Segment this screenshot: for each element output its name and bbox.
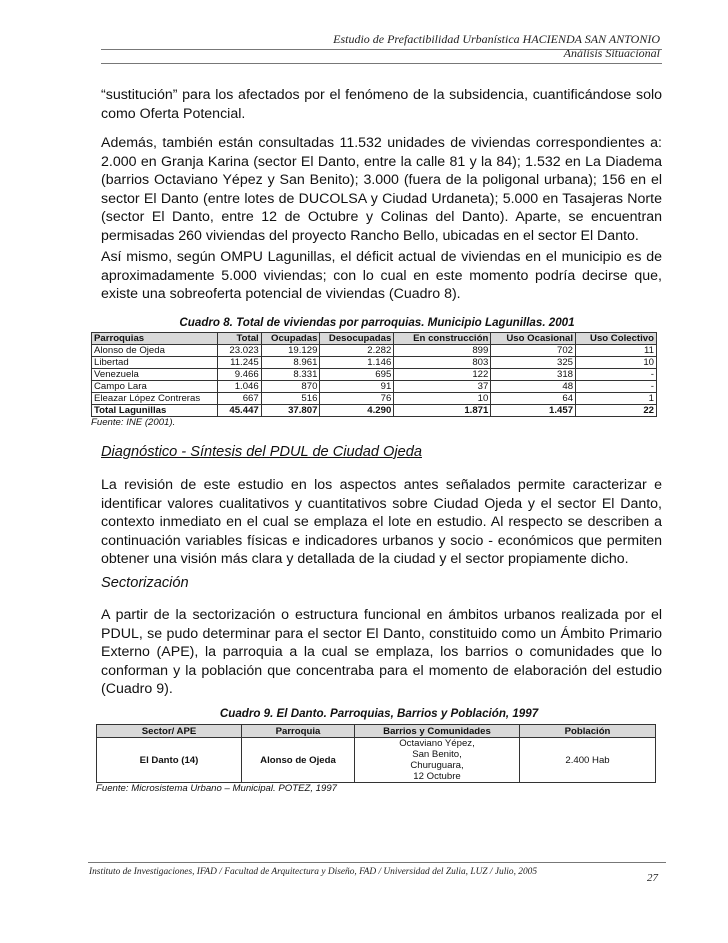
cell-parroquia: Alonso de Ojeda <box>242 738 355 783</box>
cell: Campo Lara <box>92 381 218 393</box>
cell: 48 <box>491 381 576 393</box>
running-header <box>333 32 660 60</box>
cell: 8.331 <box>261 369 320 381</box>
cell: 702 <box>491 345 576 357</box>
cell: Eleazar López Contreras <box>92 393 218 405</box>
cell-barrios <box>355 738 520 783</box>
section-heading-diagnostico: Diagnóstico - Síntesis del PDUL de Ciudad Ojeda <box>101 444 422 460</box>
cuadro-9-table <box>96 724 656 783</box>
paragraph-3: Así mismo, según OMPU Lagunillas, el déficit actual de viviendas en el municipio es de aproximadamente 5.000 viviendas; con lo cual en este momento podría decirse que, existe una sobreoferta potencial de viviendas (Cuadro 8). <box>101 249 662 302</box>
diagnostico-heading-block <box>101 444 662 460</box>
cell: Total Lagunillas <box>92 405 218 417</box>
cell: 1.457 <box>491 405 576 417</box>
paragraph-4: La revisión de este estudio en los aspectos antes señalados permite caracterizar e identificar valores cualitativos y cuantitativos sobre Ciudad Ojeda y el sector El Danto, contexto inmediato en el cual se emplaza el lote en estudio. Al respecto se describen a continuación variables físicas e indicadores urbanos y socio - económicos que permiten obtener una visión más clara y detallada de la ciudad y el sector propiamente dicho. <box>101 477 662 567</box>
cell: 325 <box>491 357 576 369</box>
cell: 1 <box>576 393 657 405</box>
cuadro-8-table <box>91 332 657 417</box>
cuadro-9-caption: Cuadro 9. El Danto. Parroquias, Barrios y Población, 1997 <box>219 707 539 720</box>
cuadro-8 <box>91 316 663 428</box>
cell: - <box>576 369 657 381</box>
section-heading-sectorizacion: Sectorización <box>101 575 189 591</box>
col-barrios: Barrios y Comunidades <box>355 725 520 738</box>
col-uso-ocasional: Uso Ocasional <box>491 333 576 345</box>
cell: - <box>576 381 657 393</box>
cell: 870 <box>261 381 320 393</box>
paragraph-3-block <box>101 248 662 304</box>
cell: 10 <box>394 393 491 405</box>
header-rule <box>101 49 662 50</box>
col-desocupadas: Desocupadas <box>320 333 394 345</box>
paragraph-2: Además, también están consultadas 11.532 unidades de viviendas correspondientes a: 2.000 en Granja Karina (sector El Danto, entre la calle 81 y la 84); 1.532 en La Diadema (barrios Octaviano Yépez y San Benito); 3.000 (fuera de la poligonal urbana); 156 en el sector El Danto (entre lotes de DUCOLSA y Ciudad Urdaneta); 5.000 en Tasajeras Norte (sector El Danto, entre 12 de Octubre y Colinas del Danto). Aparte, se encuentran permisadas 260 viviendas del proyecto Rancho Bello, ubicadas en el sector El Danto. <box>101 135 662 244</box>
cell: 10 <box>576 357 657 369</box>
page-number: 27 <box>647 872 658 884</box>
barrio-item: Churuguara, <box>410 760 464 771</box>
cell: 23.023 <box>218 345 261 357</box>
table-row <box>92 357 657 369</box>
cell: Alonso de Ojeda <box>92 345 218 357</box>
cell: 37 <box>394 381 491 393</box>
col-parroquias: Parroquias <box>92 333 218 345</box>
cell: 11.245 <box>218 357 261 369</box>
header-title: Estudio de Prefactibilidad Urbanística HACIENDA SAN ANTONIO <box>333 32 660 46</box>
cell: 64 <box>491 393 576 405</box>
cell: 1.871 <box>394 405 491 417</box>
cuadro-9-source: Fuente: Microsistema Urbano – Municipal. POTEZ, 1997 <box>96 783 338 794</box>
cell: 37.807 <box>261 405 320 417</box>
table-total-row <box>92 405 657 417</box>
cell: 803 <box>394 357 491 369</box>
cell: 1.046 <box>218 381 261 393</box>
col-ocupadas: Ocupadas <box>261 333 320 345</box>
table-row <box>92 345 657 357</box>
cell-sector: El Danto (14) <box>97 738 242 783</box>
cell: 9.466 <box>218 369 261 381</box>
cell: 4.290 <box>320 405 394 417</box>
paragraph-4-block <box>101 476 662 569</box>
cell: Venezuela <box>92 369 218 381</box>
barrio-item: San Benito, <box>412 749 462 760</box>
paragraph-1-block <box>101 86 662 123</box>
cell: 516 <box>261 393 320 405</box>
footer-text: Instituto de Investigaciones, IFAD / Facultad de Arquitectura y Diseño, FAD / Universidad del Zulia, LUZ / Julio, 2005 <box>89 867 538 877</box>
cell: 2.282 <box>320 345 394 357</box>
col-en-construccion: En construcción <box>394 333 491 345</box>
paragraph-5-block <box>101 606 662 699</box>
table-header-row <box>92 333 657 345</box>
cell: 318 <box>491 369 576 381</box>
cuadro-9 <box>96 707 662 794</box>
paragraph-2-block <box>101 134 662 245</box>
paragraph-1: “sustitución” para los afectados por el fenómeno de la subsidencia, cuantificándose solo como Oferta Potencial. <box>101 87 662 122</box>
paragraph-5: A partir de la sectorización o estructura funcional en ámbitos urbanos realizada por el PDUL, se pudo determinar para el sector El Danto, constituido como un Ámbito Primario Externo (APE), la parroquia a la cual se emplaza, los barrios o comunidades que lo conforman y la población que concentraba para el momento de elaboración del estudio (Cuadro 9). <box>101 607 662 697</box>
col-total: Total <box>218 333 261 345</box>
cell: Libertad <box>92 357 218 369</box>
cell: 45.447 <box>218 405 261 417</box>
cell: 76 <box>320 393 394 405</box>
cell: 19.129 <box>261 345 320 357</box>
header-rule-lower <box>101 63 662 64</box>
cell: 22 <box>576 405 657 417</box>
col-sector: Sector/ APE <box>97 725 242 738</box>
header-subtitle: Análisis Situacional <box>563 46 660 60</box>
cell: 899 <box>394 345 491 357</box>
table-header-row <box>97 725 656 738</box>
cell: 695 <box>320 369 394 381</box>
cell: 1.146 <box>320 357 394 369</box>
table-row <box>92 369 657 381</box>
barrio-item: 12 Octubre <box>413 771 461 782</box>
col-poblacion: Población <box>520 725 656 738</box>
cell-poblacion: 2.400 Hab <box>520 738 656 783</box>
cell: 122 <box>394 369 491 381</box>
cell: 91 <box>320 381 394 393</box>
table-row <box>97 738 656 783</box>
cell: 667 <box>218 393 261 405</box>
cell: 11 <box>576 345 657 357</box>
col-parroquia: Parroquia <box>242 725 355 738</box>
sectorizacion-heading-block <box>101 575 662 591</box>
table-row <box>92 381 657 393</box>
cell: 8.961 <box>261 357 320 369</box>
barrio-item: Octaviano Yépez, <box>399 738 475 749</box>
table-row <box>92 393 657 405</box>
footer-rule <box>88 862 666 863</box>
cuadro-8-source: Fuente: INE (2001). <box>91 417 176 428</box>
cuadro-8-caption: Cuadro 8. Total de viviendas por parroquias. Municipio Lagunillas. 2001 <box>179 316 575 329</box>
col-uso-colectivo: Uso Colectivo <box>576 333 657 345</box>
